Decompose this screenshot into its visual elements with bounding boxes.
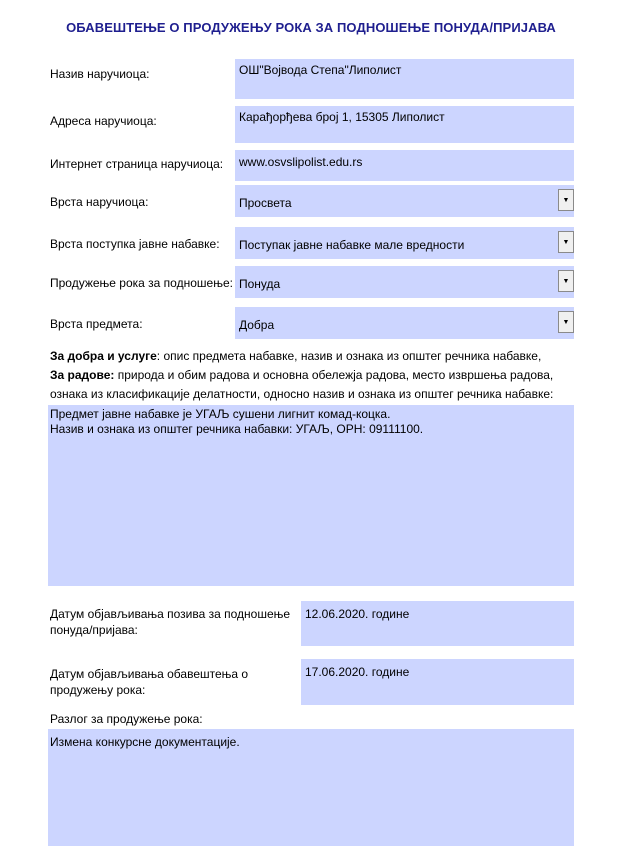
goods-heading: За добра и услуге xyxy=(50,349,157,363)
subject-select[interactable] xyxy=(235,307,574,339)
address-field[interactable]: Карађорђева број 1, 15305 Липолист xyxy=(235,106,574,143)
chevron-down-icon[interactable]: ▼ xyxy=(558,311,574,333)
subject-label: Врста предмета: xyxy=(50,317,143,331)
chevron-down-icon[interactable]: ▼ xyxy=(558,270,574,292)
description-instructions xyxy=(50,347,580,404)
type-label: Врста наручиоца: xyxy=(50,195,149,209)
website-label: Интернет страница наручиоца: xyxy=(50,157,224,171)
description-line-1: Предмет јавне набавке је УГАЉ сушени лигнит комад-коцка. xyxy=(50,407,391,421)
name-label: Назив наручиоца: xyxy=(50,67,150,81)
type-select-value: Просвета xyxy=(239,196,292,210)
notice-date-label: Датум објављивања обавештења о продужењу рока: xyxy=(50,667,249,697)
name-field[interactable]: ОШ"Војвода Степа"Липолист xyxy=(235,59,574,99)
reason-value: Измена конкурсне документације. xyxy=(50,735,240,749)
page-title: ОБАВЕШТЕЊЕ О ПРОДУЖЕЊУ РОКА ЗА ПОДНОШЕЊЕ ПОНУДА/ПРИЈАВА xyxy=(66,20,556,35)
website-field[interactable]: www.osvslipolist.edu.rs xyxy=(235,150,574,181)
procedure-select[interactable] xyxy=(235,227,574,259)
extension-select-value: Понуда xyxy=(239,277,281,291)
extension-label: Продужење рока за подношење: xyxy=(50,276,233,290)
goods-text: : опис предмета набавке, назив и ознака из општег речника набавке, xyxy=(156,349,542,363)
works-heading: За радове: xyxy=(50,368,115,382)
classification-text: ознака из класификације делатности, односно назив и ознака из општег речника набавке: xyxy=(50,387,554,401)
procedure-select-value: Поступак јавне набавке мале вредности xyxy=(239,238,465,252)
address-label: Адреса наручиоца: xyxy=(50,114,157,128)
invitation-date-label: Датум објављивања позива за подношење понуда/пријава: xyxy=(50,607,291,637)
notice-date-field[interactable]: 17.06.2020. године xyxy=(301,659,574,705)
extension-select[interactable] xyxy=(235,266,574,298)
chevron-down-icon[interactable]: ▼ xyxy=(558,231,574,253)
subject-select-value: Добра xyxy=(239,318,275,332)
invitation-date-field[interactable]: 12.06.2020. године xyxy=(301,601,574,646)
description-textarea[interactable] xyxy=(48,405,574,586)
procedure-label: Врста поступка јавне набавке: xyxy=(50,237,220,251)
works-text: природа и обим радова и основна обележја радова, место извршења радова, xyxy=(114,368,554,382)
description-line-2: Назив и ознака из општег речника набавки: УГАЉ, ОРН: 09111100. xyxy=(50,422,424,436)
type-select[interactable] xyxy=(235,185,574,217)
chevron-down-icon[interactable]: ▼ xyxy=(558,189,574,211)
reason-textarea[interactable] xyxy=(48,729,574,846)
reason-label: Разлог за продужење рока: xyxy=(50,712,203,726)
